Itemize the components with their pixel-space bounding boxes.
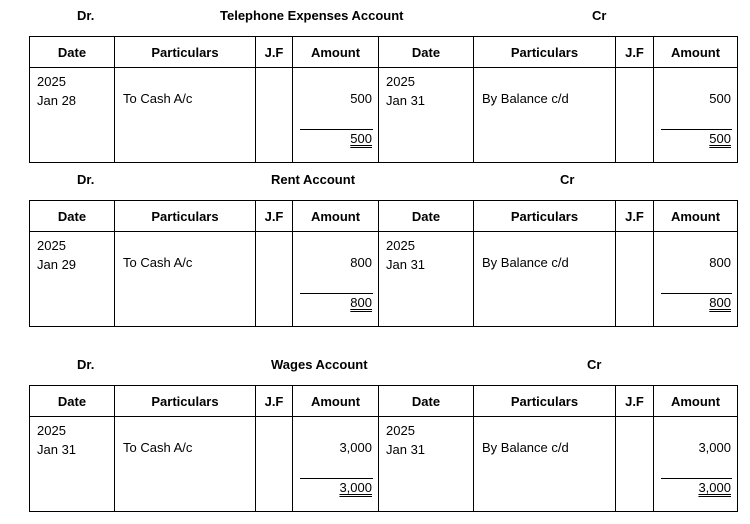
col-amount-dr: Amount [293, 201, 379, 232]
debit-particulars: To Cash A/c [123, 440, 193, 455]
debit-jf-cell [256, 68, 293, 163]
col-date-cr: Date [379, 201, 474, 232]
debit-date-cell [30, 417, 115, 512]
credit-year: 2025 [386, 74, 415, 89]
col-date-dr: Date [30, 201, 115, 232]
debit-particulars: To Cash A/c [123, 91, 193, 106]
credit-amount: 3,000 [698, 440, 731, 455]
ledger-table [29, 385, 738, 512]
col-particulars-dr: Particulars [115, 386, 256, 417]
cr-label: Cr [587, 357, 602, 372]
cr-label: Cr [592, 8, 607, 23]
debit-particulars-cell [115, 417, 256, 512]
col-amount-dr: Amount [293, 37, 379, 68]
credit-date: Jan 31 [386, 93, 426, 108]
total-rule [661, 293, 732, 294]
credit-particulars-cell [474, 417, 616, 512]
credit-jf-cell [616, 232, 654, 327]
debit-date: Jan 29 [37, 257, 77, 272]
credit-date-cell [379, 417, 474, 512]
col-date-cr: Date [379, 386, 474, 417]
debit-amount: 800 [350, 255, 372, 270]
credit-amount: 500 [709, 91, 731, 106]
ledger-table [29, 200, 738, 327]
header-row [30, 201, 738, 232]
credit-amount: 800 [709, 255, 731, 270]
entry-row [30, 417, 738, 512]
debit-jf-cell [256, 417, 293, 512]
debit-total: 3,000 [339, 480, 372, 495]
col-jf-cr: J.F [616, 37, 654, 68]
debit-date-cell [30, 232, 115, 327]
debit-total: 500 [350, 131, 372, 146]
col-particulars-dr: Particulars [115, 37, 256, 68]
dr-label: Dr. [77, 8, 95, 23]
credit-jf-cell [616, 68, 654, 163]
account-title: Rent Account [271, 172, 356, 187]
dr-label: Dr. [77, 172, 95, 187]
debit-amount-cell [293, 417, 379, 512]
entry-row [30, 68, 738, 163]
entry-row [30, 232, 738, 327]
col-particulars-dr: Particulars [115, 201, 256, 232]
col-jf-dr: J.F [256, 37, 293, 68]
credit-amount-cell [654, 232, 738, 327]
col-particulars-cr: Particulars [474, 201, 616, 232]
debit-date: Jan 31 [37, 442, 77, 457]
debit-amount-cell [293, 68, 379, 163]
credit-particulars: By Balance c/d [482, 255, 569, 270]
cr-label: Cr [560, 172, 575, 187]
debit-amount-cell [293, 232, 379, 327]
col-amount-cr: Amount [654, 386, 738, 417]
credit-total: 800 [709, 295, 731, 310]
col-date-cr: Date [379, 37, 474, 68]
debit-year: 2025 [37, 238, 66, 253]
ledger-table [29, 36, 738, 163]
credit-date-cell [379, 68, 474, 163]
header-row [30, 37, 738, 68]
credit-jf-cell [616, 417, 654, 512]
debit-particulars-cell [115, 68, 256, 163]
debit-particulars-cell [115, 232, 256, 327]
credit-year: 2025 [386, 423, 415, 438]
account-title: Wages Account [271, 357, 368, 372]
credit-particulars: By Balance c/d [482, 440, 569, 455]
col-date-dr: Date [30, 386, 115, 417]
credit-year: 2025 [386, 238, 415, 253]
credit-total: 500 [709, 131, 731, 146]
col-jf-dr: J.F [256, 386, 293, 417]
col-amount-cr: Amount [654, 201, 738, 232]
header-row [30, 386, 738, 417]
debit-amount: 500 [350, 91, 372, 106]
debit-amount: 3,000 [339, 440, 372, 455]
debit-total: 800 [350, 295, 372, 310]
credit-date: Jan 31 [386, 442, 426, 457]
account-title: Telephone Expenses Account [220, 8, 404, 23]
col-particulars-cr: Particulars [474, 37, 616, 68]
credit-particulars: By Balance c/d [482, 91, 569, 106]
credit-particulars-cell [474, 68, 616, 163]
credit-amount-cell [654, 68, 738, 163]
debit-year: 2025 [37, 74, 66, 89]
total-rule [661, 478, 732, 479]
debit-date-cell [30, 68, 115, 163]
col-jf-cr: J.F [616, 201, 654, 232]
debit-jf-cell [256, 232, 293, 327]
credit-particulars-cell [474, 232, 616, 327]
col-amount-cr: Amount [654, 37, 738, 68]
total-rule [300, 478, 373, 479]
debit-date: Jan 28 [37, 93, 77, 108]
col-jf-cr: J.F [616, 386, 654, 417]
debit-year: 2025 [37, 423, 66, 438]
credit-date: Jan 31 [386, 257, 426, 272]
col-date-dr: Date [30, 37, 115, 68]
debit-particulars: To Cash A/c [123, 255, 193, 270]
credit-date-cell [379, 232, 474, 327]
credit-amount-cell [654, 417, 738, 512]
credit-total: 3,000 [698, 480, 731, 495]
dr-label: Dr. [77, 357, 95, 372]
col-amount-dr: Amount [293, 386, 379, 417]
col-particulars-cr: Particulars [474, 386, 616, 417]
col-jf-dr: J.F [256, 201, 293, 232]
total-rule [661, 129, 732, 130]
total-rule [300, 293, 373, 294]
total-rule [300, 129, 373, 130]
